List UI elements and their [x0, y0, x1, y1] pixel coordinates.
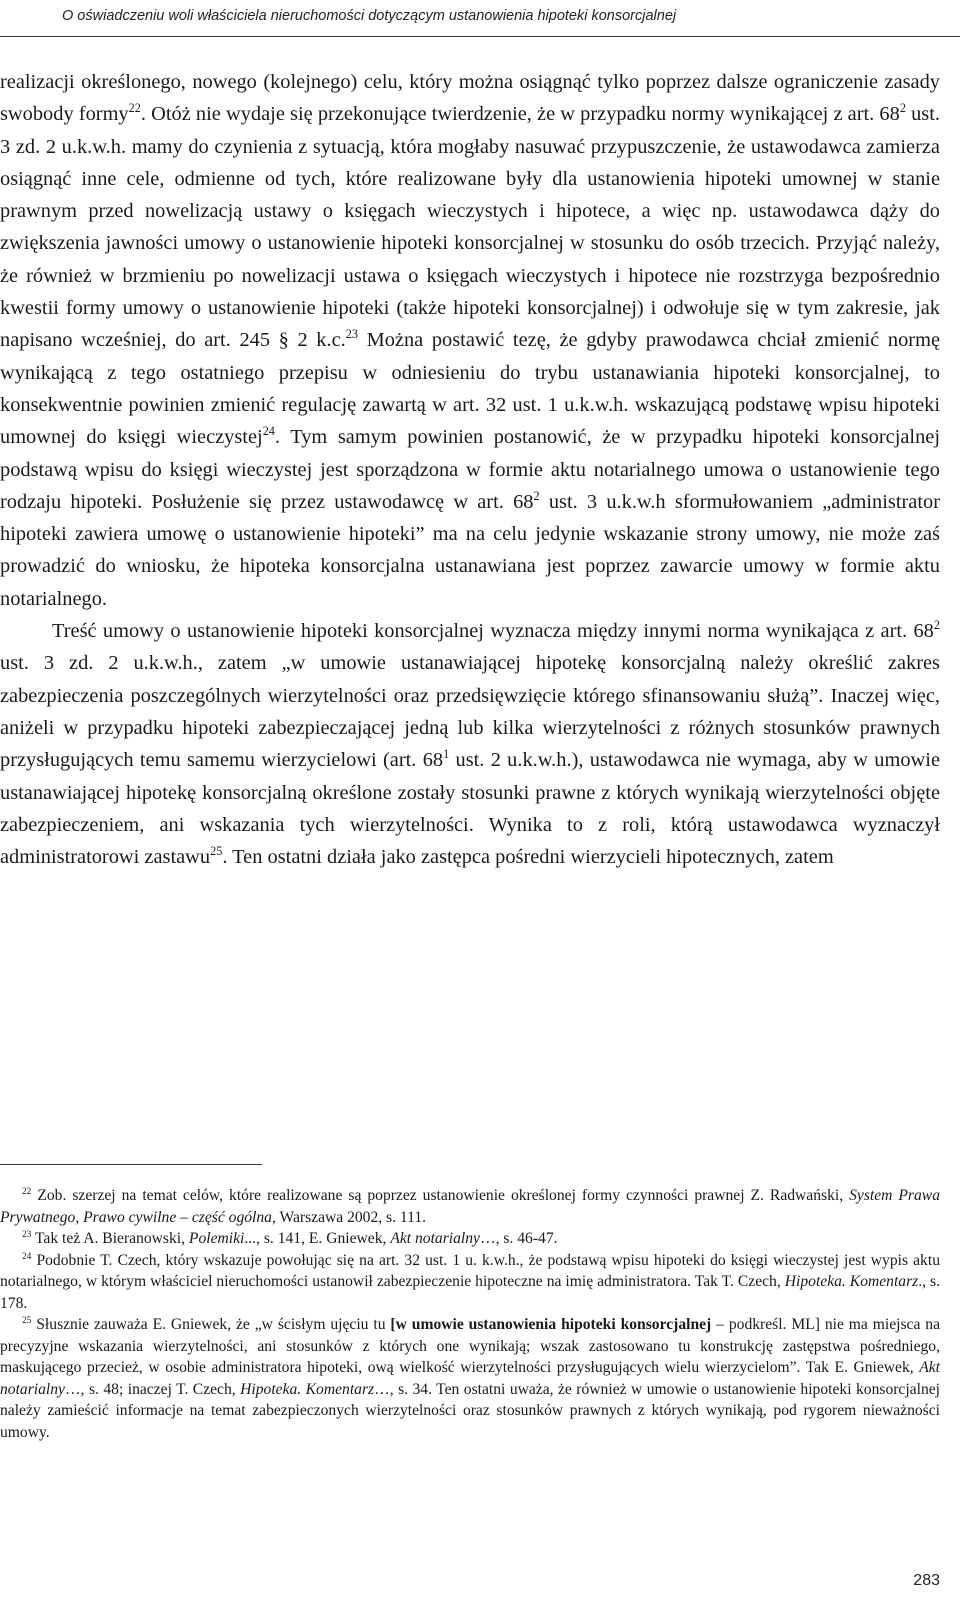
- superscript-article: 2: [933, 618, 940, 633]
- footnote-23: $^{23}$ Tak też A. Bieranowski, Polemiki..., s. 141, E. Gniewek, Akt notarialny…, s. 46-47.: [22, 1229, 558, 1247]
- paragraph-1: realizacji określonego, nowego (kolejnego) celu, który można osiągnąć tylko poprzez dalsze ograniczenie zasady swobody formy$^{22}$. Otóż nie wydaje się przekonujące twierdzenie, że w przypadku normy wynikającej z art. $68^2$ ust. 3 zd. 2 u.k.w.h. mamy do czynienia z sytuacją, która mogłaby nasuwać przypuszczenie, że ustawodawca zamierza osiągnąć inne cele, odmienne od tych, które realizowane były dla ustanowienia hipoteki umownej w stanie prawnym przed nowelizacją ustawy o księgach wieczystych i hipotece, a więc np. ustawodawca dąży do zwiększenia jawności umowy o ustanowienie hipoteki konsorcjalnej w stosunku do osób trzecich. Przyjąć należy, że również w brzmieniu po nowelizacji ustawa o księgach wieczystych i hipotece nie rozstrzyga bezpośrednio kwestii formy umowy o ustanowienie hipoteki (także hipoteki konsorcjalnej) i odwołuje się w tym zakresie, jak napisano wcześniej, do art. 245 § 2 k.c.$^{23}$ Można postawić tezę, że gdyby prawodawca chciał zmienić normę wynikającą z tego ostatniego przepisu w odniesieniu do trybu ustanawiania hipoteki konsorcjalnej, to konsekwentnie powinien zmienić regulację zawartą w art. 32 ust. 1 u.k.w.h. wskazującą podstawę wpisu hipoteki umownej do księgi wieczystej$^{24}$. Tym samym powinien postanowić, że w przypadku hipoteki konsorcjalnej podstawą wpisu do księgi wieczystej jest sporządzona w formie aktu notarialnego umowa o ustanowienie tego rodzaju hipoteki. Posłużenie się przez ustawodawcę w art. $68^2$ ust. 3 u.k.w.h sformułowaniem „administrator hipoteki zawiera umowę o ustanowienie hipoteki” ma na celu jedynie wskazanie strony umowy, nie może zaś prowadzić do wniosku, że hipoteka konsorcjalna ustanawiana jest poprzez zawarcie umowy w formie aktu notarialnego.: [0, 71, 941, 610]
- footnote-ref-23[interactable]: 23: [345, 327, 358, 342]
- page-number: 283: [913, 1572, 940, 1589]
- footnote-number: 23: [22, 1229, 32, 1240]
- paragraph-2: Treść umowy o ustanowienie hipoteki konsorcjalnej wyznacza między innymi norma wynikająca z art. $68^2$ ust. 3 zd. 2 u.k.w.h., zatem „w umowie ustanawiającej hipotekę konsorcjalną należy określić zakres zabezpieczenia poszczególnych wierzytelności oraz przedsięwzięcie którego sfinansowaniu służą”. Inaczej więc, aniżeli w przypadku hipoteki zabezpieczającej jedną lub kilka wierzytelności z różnych stosunków prawnych przysługujących temu samemu wierzycielowi (art. $68^1$ ust. 2 u.k.w.h.), ustawodawca nie wymaga, aby w umowie ustanawiającej hipotekę konsorcjalną określone zostały stosunki prawne z których wynikają wierzytelności objęte zabezpieczeniem, ani wskazania tych wierzytelności. Wynika to z roli, którą ustawodawca wyznaczył administratorowi zastawu$^{25}$. Ten ostatni działa jako zastępca pośredni wierzycieli hipotecznych, zatem: [0, 618, 940, 869]
- superscript-article: 2: [533, 489, 540, 504]
- footnote-ref-24[interactable]: 24: [262, 424, 275, 439]
- header-divider: [0, 36, 960, 37]
- footnote-ref-22[interactable]: 22: [128, 101, 141, 116]
- footnote-25: $^{25}$ Słusznie zauważa E. Gniewek, że „w ścisłym ujęciu tu [w umowie ustanowienia hipoteki konsorcjalnej – podkreśl. ML] nie ma miejsca na precyzyjne wskazania wierzytelności, ani stosunków z których one wynikają; wszak zastosowano tu konstrukcję zastępstwa pośredniego, maskującego przecież, w osobie administratora hipoteki, ową wielkość wierzytelności przysługujących wielu wierzycielom”. Tak E. Gniewek, Akt notarialny…, s. 48; inaczej T. Czech, Hipoteka. Komentarz…, s. 34. Ten ostatni uważa, że również w umowie o ustanowienie hipoteki konsorcjalnej należy zamieścić informacje na temat zabezpieczonych wierzytelności oraz stosunków prawnych z których wynikają, pod rygorem nieważności umowy.: [0, 1315, 940, 1441]
- running-title: O oświadczeniu woli właściciela nieruchomości dotyczącym ustanowienia hipoteki konsorcjalnej: [62, 8, 677, 24]
- running-header: [62, 8, 940, 24]
- footnote-number: 24: [22, 1251, 32, 1262]
- footnote-24: $^{24}$ Podobnie T. Czech, który wskazuje powołując się na art. 32 ust. 1 u. k.w.h., że podstawą wpisu hipoteki do księgi wieczystej jest wypis aktu notarialnego, w którym właściciel nieruchomości ustanowił zabezpieczenie hipoteczne na imię administratora. Tak T. Czech, Hipoteka. Komentarz., s. 178.: [0, 1251, 941, 1312]
- footnote-ref-25[interactable]: 25: [210, 844, 223, 859]
- footnote-number: 25: [22, 1315, 32, 1326]
- main-text: [0, 66, 940, 873]
- footnotes: [0, 1185, 940, 1443]
- footnote-22: $^{22}$ Zob. szerzej na temat celów, które realizowane są poprzez ustanowienie określonej formy czynności prawnej Z. Radwański, System Prawa Prywatnego, Prawo cywilne – część ogólna, Warszawa 2002, s. 111.: [0, 1186, 941, 1226]
- footnote-number: 22: [22, 1186, 32, 1197]
- footnote-divider: [0, 1164, 262, 1165]
- superscript-article: 2: [899, 101, 906, 116]
- superscript-article: 1: [443, 747, 450, 762]
